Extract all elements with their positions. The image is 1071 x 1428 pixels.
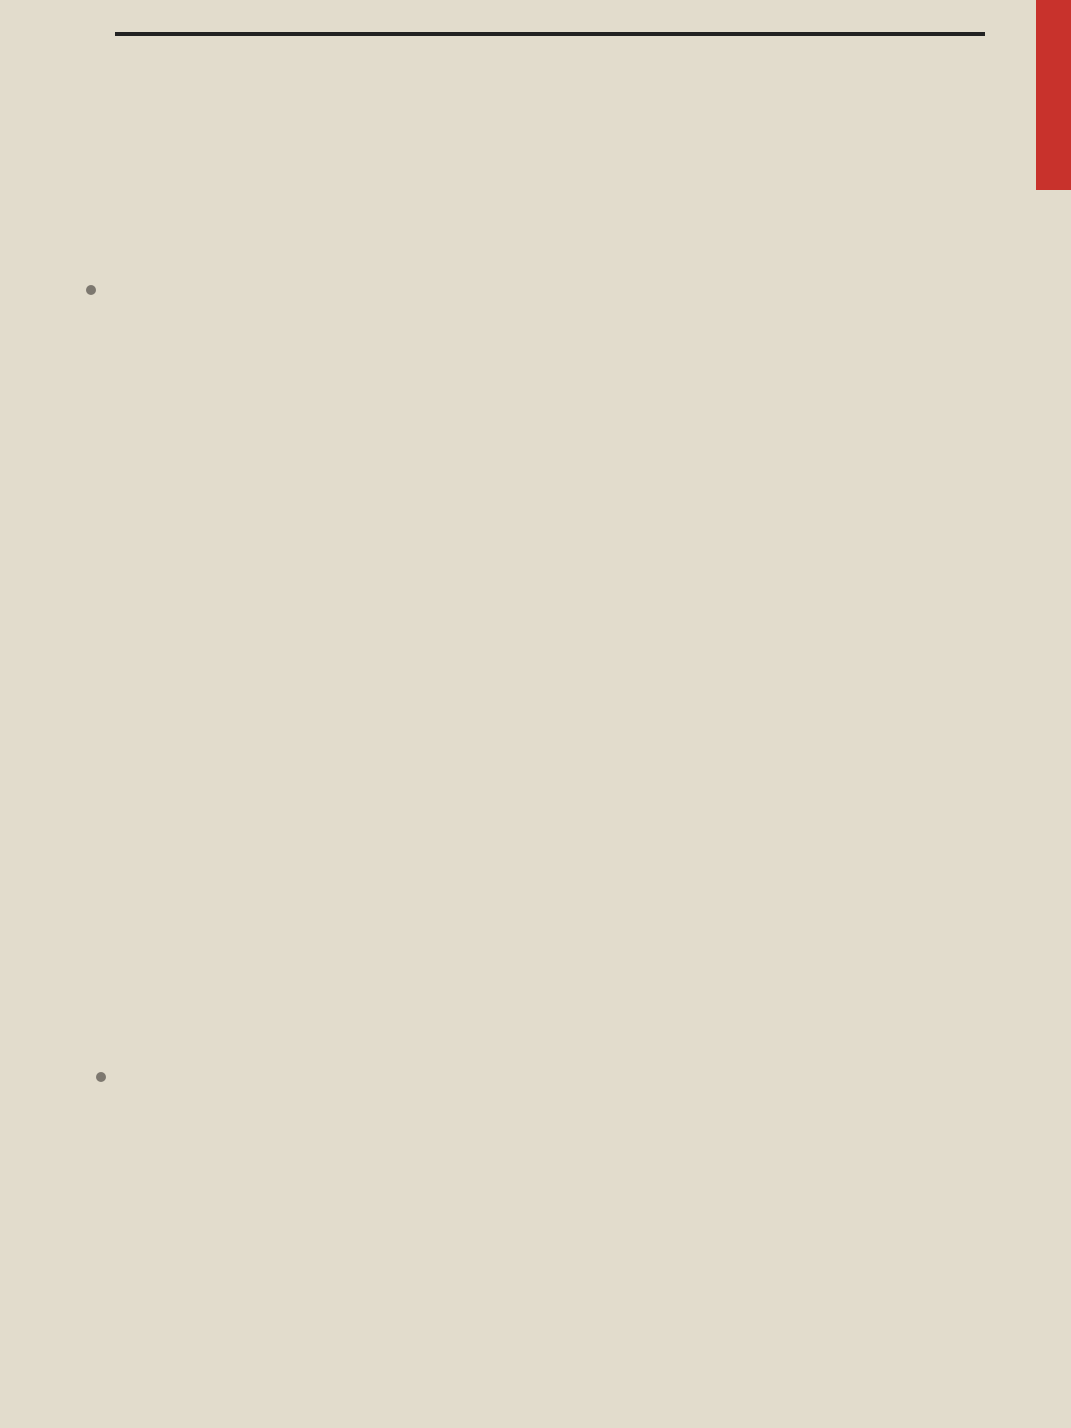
binding-hole: [96, 1072, 106, 1082]
header-rule: [115, 32, 985, 36]
binding-hole: [86, 285, 96, 295]
empty-notice: [0, 1380, 1071, 1410]
bookmark-ribbon: [1036, 0, 1071, 190]
